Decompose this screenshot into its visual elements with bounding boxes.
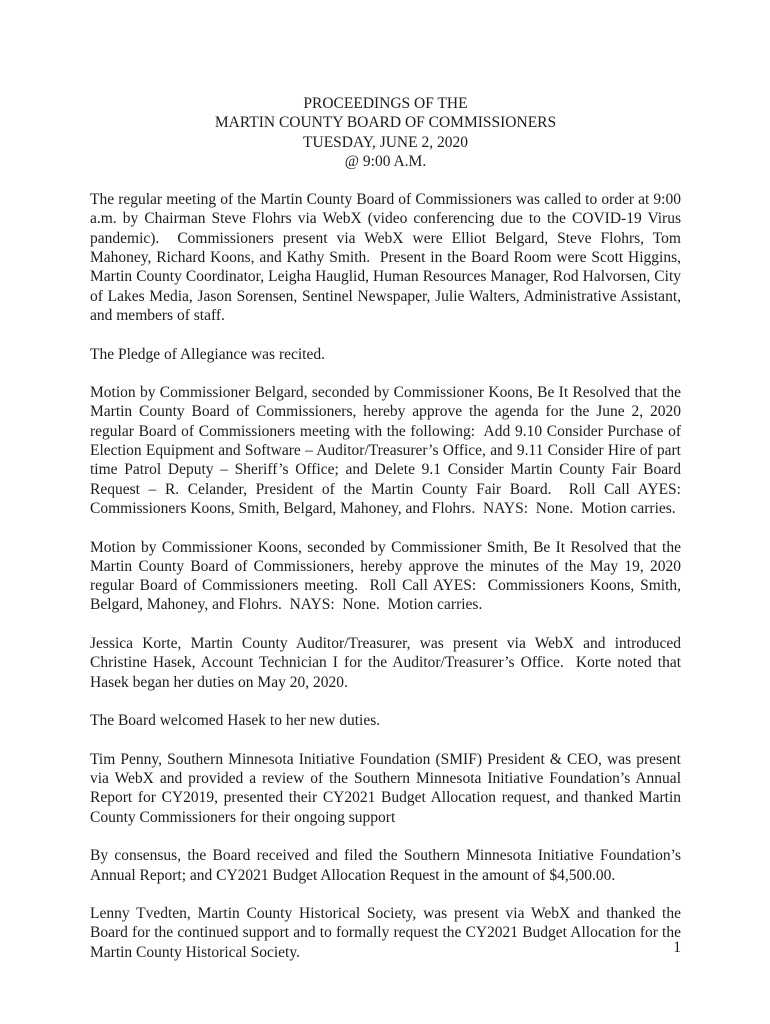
document-title: [90, 94, 681, 171]
page-number: 1: [673, 939, 681, 956]
paragraph: The regular meeting of the Martin County Board of Commissioners was called to order at 9:00 a.m. by Chairman Steve Flohrs via WebX (video conferencing due to the COVID-19 Virus pandemic). Commissioners present via WebX were Elliot Belgard, Steve Flohrs, Tom Mahoney, Richard Koons, and Kathy Smith. Present in the Board Room were Scott Higgins, Martin County Coordinator, Leigha Hauglid, Human Resources Manager, Rod Halvorsen, City of Lakes Media, Jason Sorensen, Sentinel Newspaper, Julie Walters, Administrative Assistant, and members of staff.: [90, 191, 685, 324]
document-body: [90, 190, 689, 962]
paragraph: Motion by Commissioner Belgard, seconded by Commissioner Koons, Be It Resolved that the Martin County Board of Commissioners, hereby approve the agenda for the June 2, 2020 regular Board of Commissioners meeting with the following: Add 9.10 Consider Purchase of Election Equipment and Software – Auditor/Treasurer’s Office, and 9.11 Consider Hire of part time Patrol Deputy – Sheriff’s Office; and Delete 9.1 Consider Martin County Fair Board Request – R. Celander, President of the Martin County Fair Board. Roll Call AYES: Commissioners Koons, Smith, Belgard, Mahoney, and Flohrs. NAYS: None. Motion carries.: [90, 384, 689, 517]
paragraph: By consensus, the Board received and filed the Southern Minnesota Initiative Foundation’s Annual Report; and CY2021 Budget Allocation Request in the amount of $4,500.00.: [90, 847, 685, 884]
header-line: PROCEEDINGS OF THE: [303, 95, 468, 112]
paragraph: Lenny Tvedten, Martin County Historical Society, was present via WebX and thanked the Board for the continued support and to formally request the CY2021 Budget Allocation for the Martin County Historical Society.: [90, 905, 685, 961]
header-line: MARTIN COUNTY BOARD OF COMMISSIONERS: [214, 114, 557, 132]
paragraph: Jessica Korte, Martin County Auditor/Treasurer, was present via WebX and introduced Christine Hasek, Account Technician I for the Auditor/Treasurer’s Office. Korte noted that Hasek began her duties on May 20, 2020.: [90, 635, 685, 691]
header-line: TUESDAY, JUNE 2, 2020: [303, 133, 468, 151]
paragraph: Motion by Commissioner Koons, seconded by Commissioner Smith, Be It Resolved that the Martin County Board of Commissioners, hereby approve the minutes of the May 19, 2020 regular Board of Commissioners meeting. Roll Call AYES: Commissioners Koons, Smith, Belgard, Mahoney, and Flohrs. NAYS: None. Motion carries.: [90, 538, 685, 614]
paragraph: Tim Penny, Southern Minnesota Initiative Foundation (SMIF) President & CEO, was present via WebX and provided a review of the Southern Minnesota Initiative Foundation’s Annual Report for CY2019, presented their CY2021 Budget Allocation request, and thanked Martin County Commissioners for their ongoing support: [90, 750, 685, 826]
paragraph: The Board welcomed Hasek to her new duties.: [90, 712, 381, 730]
header-line: @ 9:00 A.M.: [344, 152, 427, 170]
paragraph: The Pledge of Allegiance was recited.: [90, 345, 325, 363]
